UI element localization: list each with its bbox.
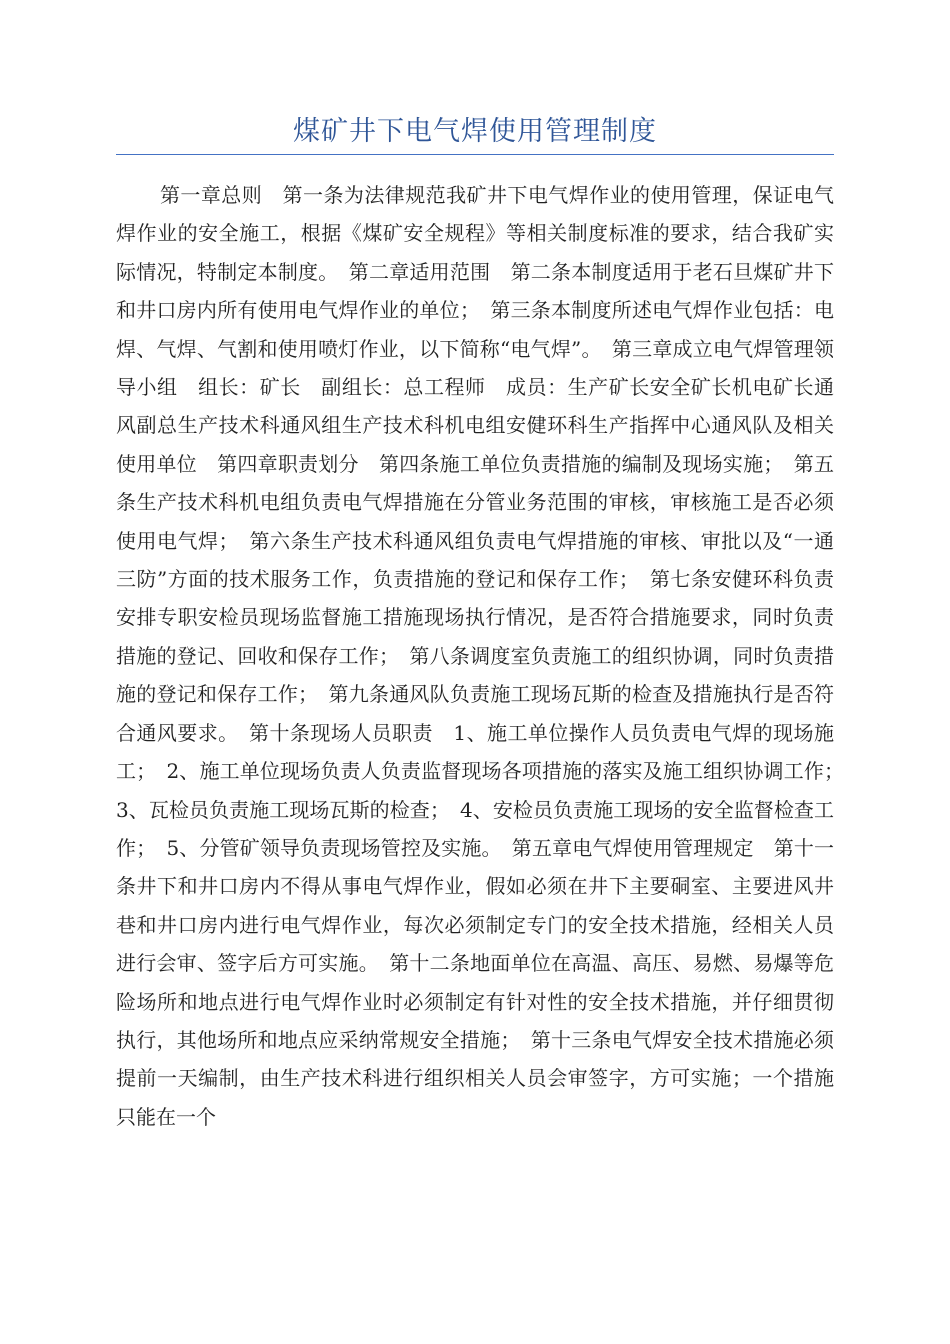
title-underline xyxy=(116,154,834,155)
document-title: 煤矿井下电气焊使用管理制度 xyxy=(293,116,657,147)
document-body: 第一章总则 第一条为法律规范我矿井下电气焊作业的使用管理，保证电气焊作业的安全施工，根据《煤矿安全规程》等相关制度标准的要求，结合我矿实际情况，特制定本制度。 第二章适用范围 第二条本制度适用于老石旦煤矿井下和井口房内所有使用电气焊作业的单位； 第三条本制度所述电气焊作业包括：电焊、气焊、气割和使用喷灯作业，以下简称“电气焊”。 第三章成立电气焊管理领导小组 组长：矿长 副组长：总工程师 成员：生产矿长安全矿长机电矿长通风副总生产技术科通风组生产技术科机电组安健环科生产指挥中心通风队及相关使用单位 第四章职责划分 第四条施工单位负责措施的编制及现场实施； 第五条生产技术科机电组负责电气焊措施在分管业务范围的审核，审核施工是否必须使用电气焊； 第六条生产技术科通风组负责电气焊措施的审核、审批以及“一通三防”方面的技术服务工作，负责措施的登记和保存工作； 第七条安健环科负责安排专职安检员现场监督施工措施现场执行情况，是否符合措施要求，同时负责措施的登记、回收和保存工作； 第八条调度室负责施工的组织协调，同时负责措施的登记和保存工作； 第九条通风队负责施工现场瓦斯的检查及措施执行是否符合通风要求。 第十条现场人员职责 1、施工单位操作人员负责电气焊的现场施工； 2、施工单位现场负责人负责监督现场各项措施的落实及施工组织协调工作； 3、瓦检员负责施工现场瓦斯的检查； 4、安检员负责施工现场的安全监督检查工作； 5、分管矿领导负责现场管控及实施。 第五章电气焊使用管理规定 第十一条井下和井口房内不得从事电气焊作业，假如必须在井下主要硐室、主要进风井巷和井口房内进行电气焊作业，每次必须制定专门的安全技术措施，经相关人员进行会审、签字后方可实施。 第十二条地面单位在高温、高压、易燃、易爆等危险场所和地点进行电气焊作业时必须制定有针对性的安全技术措施，并仔细贯彻执行，其他场所和地点应采纳常规安全措施； 第十三条电气焊安全技术措施必须提前一天编制，由生产技术科进行组织相关人员会审签字，方可实施；一个措施只能在一个 xyxy=(116,183,854,1129)
